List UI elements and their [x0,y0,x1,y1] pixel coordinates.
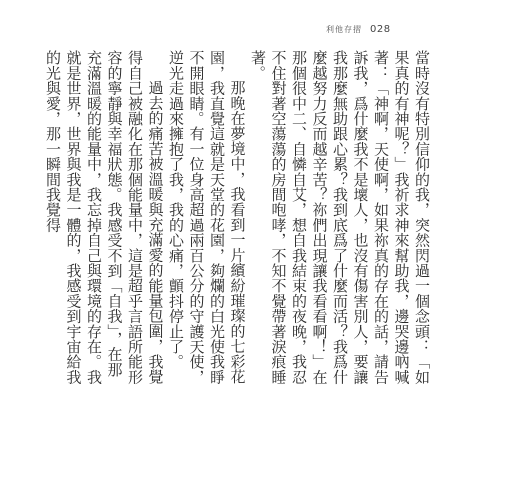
paragraph-2: 那晚在夢境中，我看到一片繽紛璀璨的七彩花園，我直覺這就是天堂的花園，夠爛的白光使我睜不開眼睛。有一位身高超過兩百公分的守護天使，逆光走過來擁抱了我，我的心痛，顫抖停止了。 [167,50,247,385]
paragraph-1: 當時沒有特別信仰的我，突然閃過一個念頭：「如果真的有神呢？」我祈求神來幫助我，邊哭邊吶喊著：「神啊，天使啊，如果祢真的存在的話，請告訴我，爲什麼我不是壞人，也沒有傷害別人，要讓我那麼無助跟心累？我到底爲了什麼而活？我爲什麼越努力反而越辛苦？祢們出現讓我看看啊！」在那個很中二、自憐自艾，想自我結束的夜晚，我忍不住對著空蕩蕩的房間咆哮，不知不覺帶著淚痕睡著。 [249,50,431,385]
paragraph-3: 過去的痛苦被溫暖與充滿愛的能量包圍，我覺得自己被融化在那個能量中，這是超乎言語所能形容的寧靜與幸福狀態。我感受不到「自我」，在那充滿溫暖的能量中，我忘掉自己與環境的存在。我就是世界，世界與我是一體的，我感受到宇宙給我的光與愛，那一瞬間我覺得 [44,50,165,385]
running-title: 利他存摺 [326,25,362,34]
page-number: 028 [370,24,391,35]
page-header [326,24,391,35]
vertical-body-text [44,50,432,388]
